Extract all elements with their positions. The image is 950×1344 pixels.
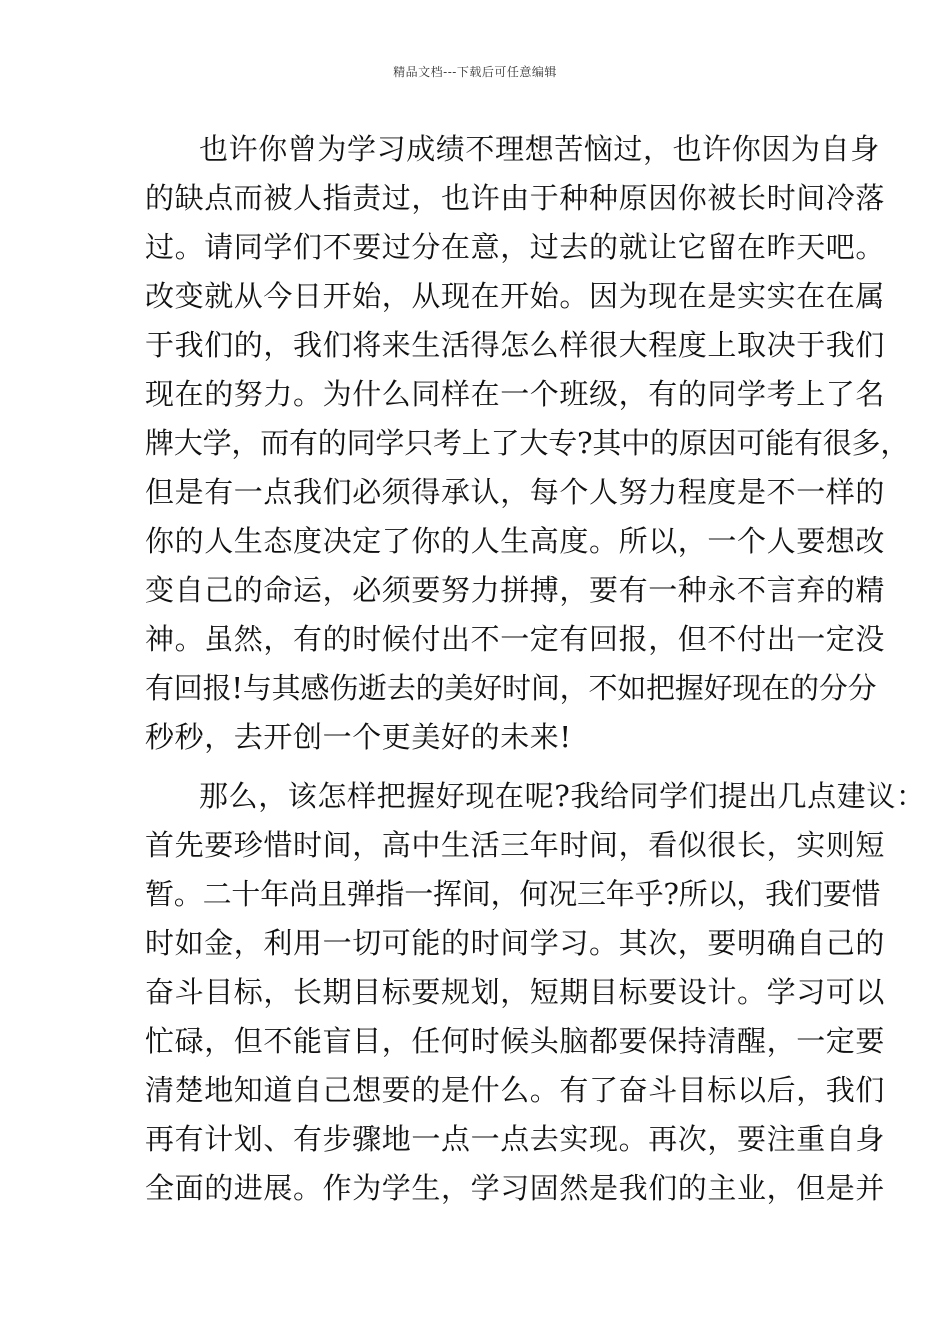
text-line-content: 时如金，利用一切可能的时间学习。其次，要明确自己的 [145,926,886,960]
text-line [0,713,950,762]
text-line [0,223,950,272]
text-line-content: 改变就从今日开始，从现在开始。因为现在是实实在在属 [145,279,886,313]
text-line-content: 过。请同学们不要过分在意，过去的就让它留在昨天吧。 [145,230,886,264]
text-line-content: 也许你曾为学习成绩不理想苦恼过，也许你因为自身 [199,132,880,166]
text-line [0,870,950,919]
text-line [0,517,950,566]
text-line-content: 但是有一点我们必须得承认，每个人努力程度是不一样的 [145,475,886,509]
text-line-content: 忙碌，但不能盲目，任何时候头脑都要保持清醒，一定要 [145,1024,886,1058]
text-line-content: 再有计划、有步骤地一点一点去实现。再次，要注重自身 [145,1122,886,1156]
text-line [0,1115,950,1164]
text-line-content: 全面的进展。作为学生，学习固然是我们的主业，但是并 [145,1171,886,1205]
text-line [0,321,950,370]
text-line [0,419,950,468]
text-line-content: 牌大学，而有的同学只考上了大专?其中的原因可能有很多， [145,426,910,460]
text-line [0,664,950,713]
text-line-content: 暂。二十年尚且弹指一挥间，何况三年乎?所以，我们要惜 [145,877,881,911]
text-line [0,772,950,821]
text-line [0,968,950,1017]
text-line-content: 秒秒，去开创一个更美好的未来! [145,720,572,754]
text-line [0,1066,950,1115]
text-line-content: 奋斗目标，长期目标要规划，短期目标要设计。学习可以 [145,975,886,1009]
text-line [0,370,950,419]
text-line-content: 你的人生态度决定了你的人生高度。所以，一个人要想改 [145,524,886,558]
text-line [0,174,950,223]
text-line [0,615,950,664]
text-line-content: 于我们的，我们将来生活得怎么样很大程度上取决于我们 [145,328,886,362]
text-line-content: 首先要珍惜时间，高中生活三年时间，看似很长，实则短 [145,828,886,862]
text-line-content: 清楚地知道自己想要的是什么。有了奋斗目标以后，我们 [145,1073,886,1107]
text-line [0,272,950,321]
text-line [0,1017,950,1066]
text-line [0,919,950,968]
text-line [0,566,950,615]
text-line-content: 有回报!与其感伤逝去的美好时间，不如把握好现在的分分 [145,671,877,705]
text-line [0,1164,950,1213]
text-line [0,125,950,174]
text-line-content: 现在的努力。为什么同样在一个班级，有的同学考上了名 [145,377,886,411]
text-line-content: 那么，该怎样把握好现在呢?我给同学们提出几点建议： [199,779,926,813]
page-header: 精品文档---下载后可任意编辑 [393,65,557,79]
text-line-content: 神。虽然，有的时候付出不一定有回报，但不付出一定没 [145,622,886,656]
text-line-content: 变自己的命运，必须要努力拼搏，要有一种永不言弃的精 [145,573,886,607]
text-line [0,468,950,517]
text-line [0,821,950,870]
text-line-content: 的缺点而被人指责过，也许由于种种原因你被长时间冷落 [145,181,886,215]
